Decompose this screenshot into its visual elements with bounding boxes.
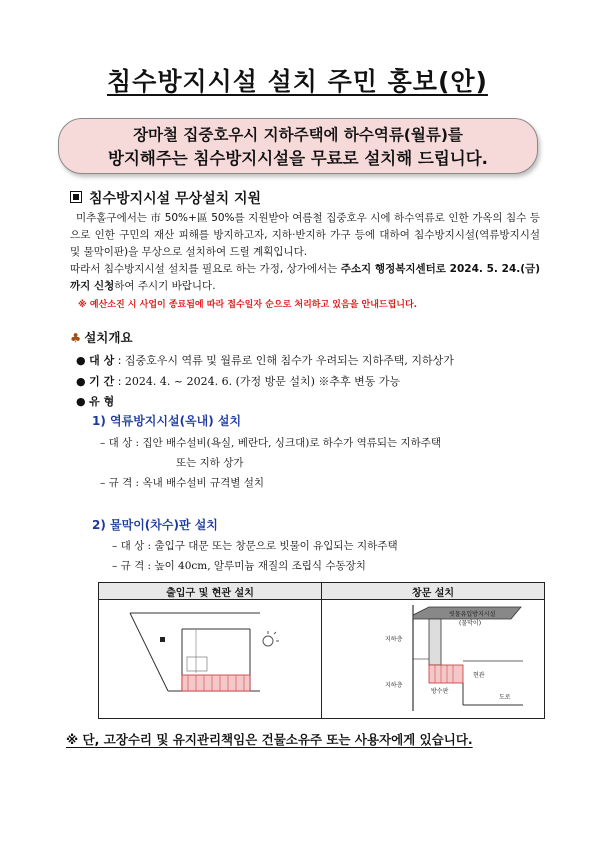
footer-note: ※ 단, 고장수리 및 유지관리책임은 건물소유주 또는 사용자에게 있습니다. — [66, 732, 473, 747]
type2-target-value: 출입구 대문 또는 창문으로 빗물이 유입되는 지하주택 — [154, 540, 398, 552]
entrance-install-illustration — [110, 601, 310, 713]
type1-target-value: 집안 배수설비(욕실, 베란다, 싱크대)로 하수가 역류되는 지하주택 — [142, 437, 442, 449]
bullet-icon: ● — [76, 395, 90, 408]
page-title: 침수방지시설 설치 주민 홍보(안) — [107, 67, 488, 96]
target-label: 대 상 — [89, 354, 115, 367]
type1-spec-label: 규 격 — [108, 477, 133, 489]
period-row: ● 기 간 : 2024. 4. ~ 2024. 6. (가정 방문 설치) ※추후 변동 가능 — [76, 375, 401, 388]
paragraph-2 — [70, 261, 540, 295]
type2-spec-value: 높이 40cm, 알루미늄 재질의 조립식 수동장치 — [154, 560, 366, 572]
window-label-left-up: 지하층 — [385, 636, 403, 643]
club-icon: ♣ — [70, 330, 82, 345]
target-row: ● 대 상 : 집중호우시 역류 및 월류로 인해 침수가 우려되는 지하주택, 지하상가 — [76, 354, 454, 367]
type-label: 유 형 — [89, 395, 115, 408]
type1-spec-row: – 규 격 : 옥내 배수설비 규격별 설치 — [100, 477, 265, 489]
window-label-top2: (물막이) — [459, 620, 482, 627]
banner-line-1: 장마철 집중호우시 지하주택에 하수역류(월류)를 — [133, 126, 463, 144]
budget-notice: ※ 예산소진 시 사업이 종료됨에 따라 접수일자 순으로 처리하고 있음을 안내드립니다. — [78, 300, 418, 310]
period-value: 2024. 4. ~ 2024. 6. (가정 방문 설치) ※추후 변동 가능 — [124, 375, 401, 388]
col-window-header: 창문 설치 — [322, 583, 545, 600]
window-label-top: 빗물유입방지시설 — [449, 611, 496, 618]
overview-heading-text: 설치개요 — [84, 330, 133, 345]
col-entrance-header: 출입구 및 현관 설치 — [99, 583, 322, 600]
entrance-illustration-cell — [99, 600, 322, 719]
paragraph-2-text-a: 따라서 침수방지시설 설치를 필요로 하는 가정, 상가에서는 — [70, 263, 341, 275]
window-label-right3: 도로 — [499, 694, 511, 701]
install-image-table — [98, 582, 545, 719]
paragraph-1: 미추홀구에서는 市 50%+區 50%를 지원받아 여름철 집중호우 시에 하수역류로 인한 가옥의 침수 등으로 인한 구민의 재산 피해를 방지하고자, 지하·반지하 가구 등에 대하여 침수방지시설(역류방지시설 및 물막이판)을 무상으로 설치하여 드릴 계획입니다. — [70, 212, 540, 258]
banner-line-2: 방지해주는 침수방지시설을 무료로 설치해 드립니다. — [108, 149, 488, 168]
paragraph-2-bold: 주소지 행정복지센터로 2024. 5. 24.(금)까지 신청 — [70, 263, 540, 292]
window-illustration-cell — [322, 600, 545, 719]
target-value: 집중호우시 역류 및 월류로 인해 침수가 우려되는 지하주택, 지하상가 — [124, 354, 454, 367]
section-body — [70, 210, 540, 295]
section-heading — [70, 188, 261, 208]
type2-spec-label: 규 격 — [120, 560, 145, 572]
type1-target-cont: 또는 지하 상가 — [176, 457, 244, 469]
type1-title: 1) 역류방지시설(옥내) 설치 — [92, 414, 242, 428]
type1-spec-value: 옥내 배수설비 규격별 설치 — [142, 477, 265, 489]
type1-target-row: – 대 상 : 집안 배수설비(욕실, 베란다, 싱크대)로 하수가 역류되는 지하주택 — [100, 437, 442, 449]
promo-banner — [58, 118, 538, 174]
bullet-icon: ● — [76, 375, 90, 388]
overview-heading — [70, 328, 133, 346]
type2-target-row: – 대 상 : 출입구 대문 또는 창문으로 빗물이 유입되는 지하주택 — [112, 540, 398, 552]
paragraph-2-text-c: 하여 주시기 바랍니다. — [114, 280, 216, 292]
section-heading-text: 침수방지시설 무상설치 지원 — [89, 191, 262, 207]
type2-title: 2) 물막이(차수)판 설치 — [92, 518, 218, 532]
bullet-icon: ● — [76, 354, 90, 367]
window-label-right2: 방수판 — [431, 688, 449, 695]
window-install-illustration — [333, 601, 533, 713]
type2-target-label: 대 상 — [120, 540, 145, 552]
type-row — [76, 393, 114, 409]
type2-spec-row: – 규 격 : 높이 40cm, 알루미늄 재질의 조립식 수동장치 — [112, 560, 366, 572]
period-label: 기 간 — [89, 375, 115, 388]
window-label-left-down: 지하층 — [385, 682, 403, 689]
window-label-right1: 현관 — [473, 672, 485, 679]
type1-target-label: 대 상 — [108, 437, 133, 449]
square-bullet-icon — [70, 191, 82, 203]
